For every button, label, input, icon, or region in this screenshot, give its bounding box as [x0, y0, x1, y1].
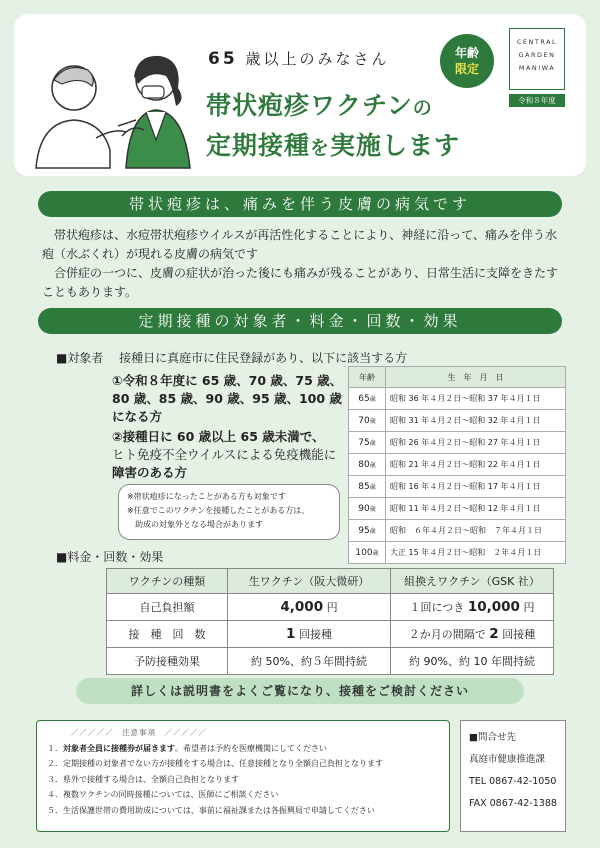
- caution-item: ５．生活保護世帯の費用助成については、事前に福祉課または各振興局で申請してください: [47, 805, 375, 815]
- age-cell: 80歳: [349, 454, 386, 476]
- contact-heading: ■問合せ先: [469, 732, 516, 743]
- table-row: [107, 621, 554, 648]
- cautions-box: [36, 720, 450, 832]
- logo: CENTRAL GARDEN MANIWA: [509, 28, 565, 90]
- age-cell: 75歳: [349, 432, 386, 454]
- fee-header-type: ワクチンの種類: [107, 569, 228, 594]
- info-banner: 詳しくは説明書をよくご覧になり、接種をご検討ください: [76, 678, 524, 704]
- condition-2: ②接種日に 60 歳以上 65 歳未満で、 ヒト免疫不全ウイルスによる免疫機能に 障害のある方: [112, 429, 337, 480]
- fee-live-doses: 1 回接種: [228, 621, 391, 648]
- eligibility-notes: ※帯状疱疹になったことがある方も対象です ※任意でこのワクチンを接種したことがある方は、 助成の対象外となる場合があります: [118, 484, 340, 540]
- age-cell: 100歳: [349, 542, 386, 564]
- fee-recomb-cost: １回につき 10,000 円: [391, 594, 554, 621]
- birthdate-cell: 昭和 ６年４月２日～昭和 ７年４月１日: [386, 520, 566, 542]
- doctor-patient-illustration: [26, 40, 196, 170]
- age-cell: 65歳: [349, 388, 386, 410]
- birthdate-cell: 昭和 16 年４月２日～昭和 17 年４月１日: [386, 476, 566, 498]
- table-row: [349, 520, 566, 542]
- fee-row-label: 予防接種効果: [107, 648, 228, 675]
- table-row: [349, 476, 566, 498]
- age-cell: 90歳: [349, 498, 386, 520]
- contact-fax: FAX 0867-42-1388: [469, 798, 557, 809]
- table-row: [349, 542, 566, 564]
- fee-header-recombinant: 組換えワクチン（GSK 社）: [391, 569, 554, 594]
- birthdate-cell: 昭和 21 年４月２日～昭和 22 年４月１日: [386, 454, 566, 476]
- birthdate-column-header: 生 年 月 日: [386, 367, 566, 388]
- page-title-line2: 定期接種を実施します: [206, 131, 461, 160]
- age-column-header: 年齢: [349, 367, 386, 388]
- fee-table: [106, 568, 554, 675]
- fee-live-effect: 約 50%、約５年間持続: [228, 648, 391, 675]
- target-label: ■対象者 接種日に真庭市に住民登録があり、以下に該当する方: [56, 351, 408, 365]
- section-heading-disease: 帯状疱疹は、痛みを伴う皮膚の病気です: [38, 191, 562, 217]
- caution-item: ４．複数ワクチンの同時接種については、医師にご相談ください: [47, 790, 279, 799]
- contact-tel: TEL 0867-42-1050: [469, 776, 557, 787]
- caution-item: ２．定期接種の対象者でない方が接種をする場合は、任意接種となり全額自己負担となります: [47, 759, 383, 768]
- subtitle: 65 歳以上のみなさん: [208, 49, 390, 69]
- table-row: [349, 432, 566, 454]
- contact-department: 真庭市健康推進課: [469, 754, 546, 765]
- fee-row-label: 接 種 回 数: [107, 621, 228, 648]
- fee-recomb-effect: 約 90%、約 10 年間持続: [391, 648, 554, 675]
- caution-item: １．対象者全員に接種券が届きます。希望者は予約を医療機関にしてください: [47, 743, 327, 753]
- table-row: [349, 410, 566, 432]
- fiscal-year-label: 令和８年度: [509, 94, 565, 107]
- fee-row-label: 自己負担額: [107, 594, 228, 621]
- table-row: [349, 454, 566, 476]
- disease-description: 帯状疱疹は、水痘帯状疱疹ウイルスが再活性化することにより、神経に沿って、痛みを伴う水疱（水ぶくれ）が現れる皮膚の病気です 合併症の一つに、皮膚の症状が治った後にも痛みが残ることがあり、日常生活に支障をきたすこともあります。: [42, 228, 559, 299]
- age-birthdate-table: [348, 366, 566, 564]
- cautions-title: ／／／／／ 注意事項 ／／／／／: [71, 728, 207, 737]
- condition-1: ①令和８年度に 65 歳、70 歳、75 歳、80 歳、85 歳、90 歳、95 歳、100 歳になる方: [112, 373, 343, 424]
- caution-item: ３．県外で接種する場合は、全額自己負担となります: [47, 774, 239, 784]
- fee-recomb-doses: ２か月の間隔で 2 回接種: [391, 621, 554, 648]
- table-row: [349, 388, 566, 410]
- age-cell: 70歳: [349, 410, 386, 432]
- birthdate-cell: 大正 15 年４月２日～昭和 ２年４月１日: [386, 542, 566, 564]
- table-row: [107, 648, 554, 675]
- section-heading-eligibility: 定期接種の対象者・料金・回数・効果: [38, 308, 562, 334]
- fee-header-live: 生ワクチン（阪大微研）: [228, 569, 391, 594]
- birthdate-cell: 昭和 36 年４月２日～昭和 37 年４月１日: [386, 388, 566, 410]
- age-cell: 85歳: [349, 476, 386, 498]
- table-row: [107, 594, 554, 621]
- birthdate-cell: 昭和 11 年４月２日～昭和 12 年４月１日: [386, 498, 566, 520]
- age-limited-badge: 年齢 限定: [440, 34, 494, 88]
- age-cell: 95歳: [349, 520, 386, 542]
- birthdate-cell: 昭和 26 年４月２日～昭和 27 年４月１日: [386, 432, 566, 454]
- fee-live-cost: 4,000 円: [228, 594, 391, 621]
- birthdate-cell: 昭和 31 年４月２日～昭和 32 年４月１日: [386, 410, 566, 432]
- contact-box: [460, 720, 566, 832]
- page-title-line1: 帯状疱疹ワクチンの: [206, 91, 433, 120]
- table-row: [349, 498, 566, 520]
- fee-label: ■料金・回数・効果: [56, 550, 164, 564]
